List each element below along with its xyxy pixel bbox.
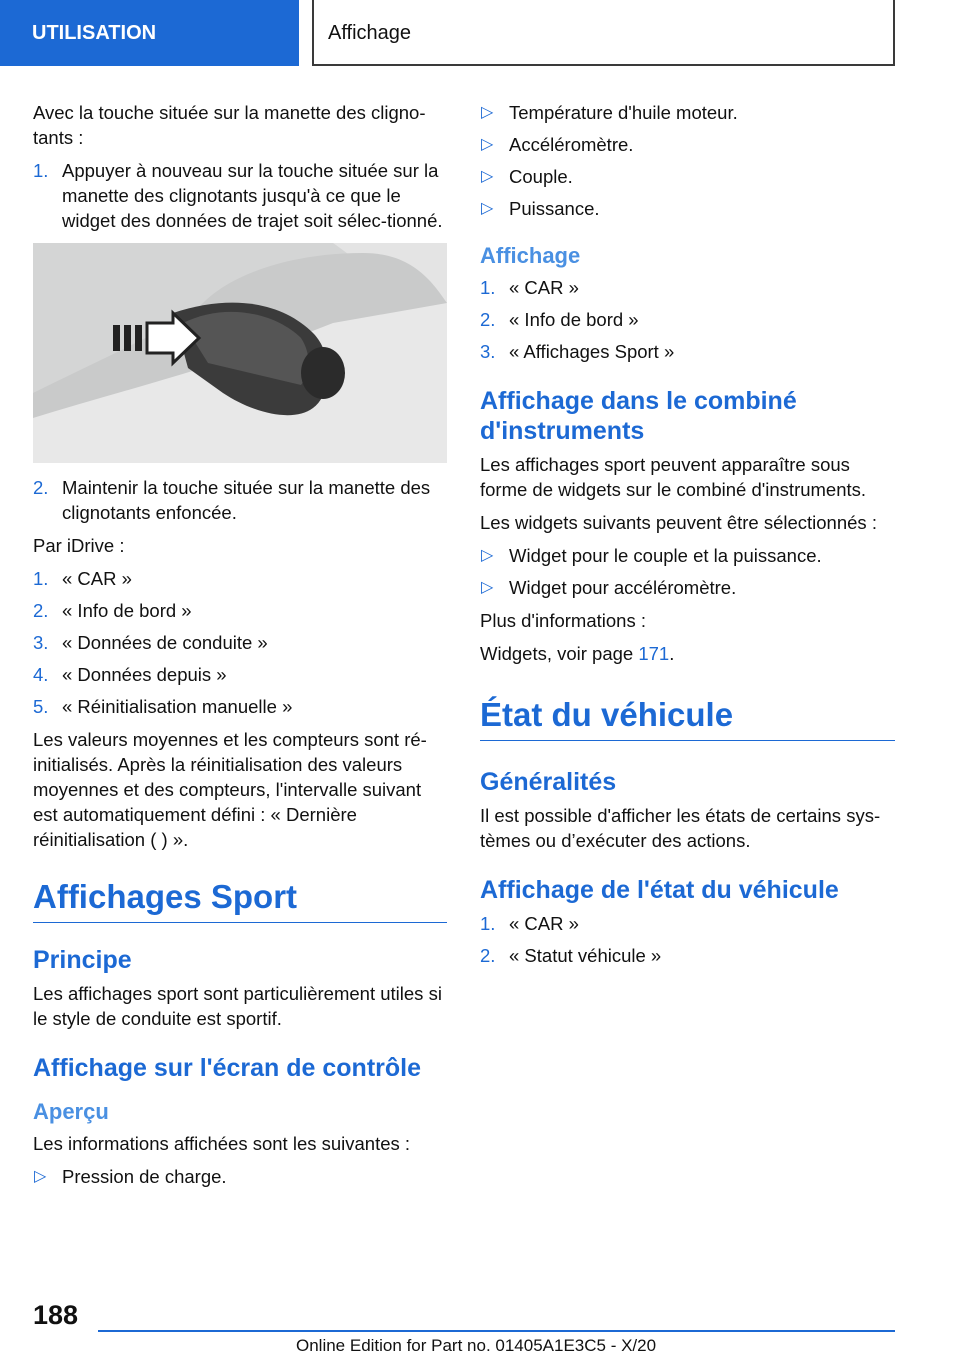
list-number: 1.	[33, 568, 49, 589]
turn-signal-stalk-illustration	[33, 243, 447, 463]
list-item-text: Pression de charge.	[62, 1166, 227, 1187]
principe-paragraph: Les affichages sport sont particulièrement utiles si le style de conduite est sportif.	[33, 983, 442, 1029]
widgets-ref-suffix: .	[669, 643, 675, 664]
footer-edition: Online Edition for Part no. 01405A1E3C5 - X/20	[296, 1336, 657, 1355]
page-number: 188	[33, 1300, 79, 1330]
list-item	[480, 164, 895, 189]
steps-a-list	[33, 158, 447, 233]
list-item	[33, 662, 447, 687]
right-column	[480, 100, 895, 976]
list-item	[480, 275, 895, 300]
list-item-text: « Info de bord »	[509, 309, 639, 330]
list-item-text: « Réinitialisation manuelle »	[62, 696, 293, 717]
combine-paragraph: Les affichages sport peuvent apparaître sous forme de widgets sur le combiné d'instruments.	[480, 454, 867, 500]
apercu-items-right	[480, 100, 895, 221]
list-item	[33, 566, 447, 591]
left-column	[33, 100, 447, 1197]
triangle-bullet-icon: ▷	[481, 200, 494, 217]
triangle-bullet-icon: ▷	[481, 104, 494, 121]
list-item	[480, 575, 895, 600]
list-number: 4.	[33, 664, 49, 685]
widgets-ref-prefix: Widgets, voir page	[480, 643, 639, 664]
list-number: 3.	[33, 632, 49, 653]
list-item	[33, 630, 447, 655]
generalites-heading: Généralités	[480, 768, 617, 796]
widgets-paragraph: Les widgets suivants peuvent être sélectionnés :	[480, 512, 877, 533]
list-number: 1.	[480, 913, 496, 934]
list-item	[480, 100, 895, 125]
widgets-items-list	[480, 543, 895, 600]
list-item-text: Appuyer à nouveau sur la touche située sur la manette des clignotants jusqu'à ce que le widget des données de trajet soit sélec-tionné.	[62, 160, 443, 231]
list-item-text: « CAR »	[509, 277, 579, 298]
list-number: 2.	[33, 477, 49, 498]
header-section-label: UTILISATION	[0, 0, 299, 66]
footer-divider	[98, 1330, 895, 1332]
intro-paragraph: Avec la touche située sur la manette des cligno-tants :	[33, 102, 426, 148]
generalites-paragraph: Il est possible d'afficher les états de certains sys-tèmes ou d’exécuter des actions.	[480, 805, 881, 851]
list-item-text: Widget pour le couple et la puissance.	[509, 545, 822, 566]
triangle-bullet-icon: ▷	[481, 168, 494, 185]
sport-displays-heading: Affichages Sport	[33, 878, 447, 923]
idrive-label: Par iDrive :	[33, 535, 125, 556]
list-number: 2.	[480, 945, 496, 966]
principe-heading: Principe	[33, 946, 132, 974]
triangle-bullet-icon: ▷	[481, 547, 494, 564]
list-item-text: Puissance.	[509, 198, 600, 219]
list-number: 1.	[33, 160, 49, 181]
apercu-paragraph: Les informations affichées sont les suivantes :	[33, 1133, 411, 1154]
list-item-text: Widget pour accéléromètre.	[509, 577, 737, 598]
list-item	[480, 132, 895, 157]
list-item-text: Température d'huile moteur.	[509, 102, 738, 123]
vehicle-status-steps-list	[480, 911, 895, 968]
control-screen-heading: Affichage sur l'écran de contrôle	[33, 1054, 421, 1082]
affichage-heading: Affichage	[480, 243, 581, 268]
apercu-heading: Aperçu	[33, 1099, 109, 1124]
list-item	[33, 475, 447, 525]
list-item	[33, 1164, 447, 1189]
idrive-steps-list	[33, 566, 447, 719]
list-item-text: « CAR »	[509, 913, 579, 934]
list-item-text: Accéléromètre.	[509, 134, 634, 155]
triangle-bullet-icon: ▷	[481, 579, 494, 596]
list-item-text: Couple.	[509, 166, 573, 187]
list-number: 2.	[480, 309, 496, 330]
list-item-text: Maintenir la touche située sur la manette des clignotants enfoncée.	[62, 477, 431, 523]
list-number: 3.	[480, 341, 496, 362]
list-item	[33, 598, 447, 623]
stalk-drawing	[33, 243, 447, 463]
apercu-items-left	[33, 1164, 447, 1189]
more-info-label: Plus d'informations :	[480, 610, 646, 631]
list-item	[480, 543, 895, 568]
list-item-text: « Affichages Sport »	[509, 341, 675, 362]
header-title: Affichage	[312, 0, 895, 66]
list-item-text: « CAR »	[62, 568, 132, 589]
list-item-text: « Données depuis »	[62, 664, 227, 685]
widgets-reference	[480, 641, 895, 666]
vehicle-status-display-heading: Affichage de l'état du véhicule	[480, 876, 839, 904]
list-item	[33, 694, 447, 719]
list-number: 5.	[33, 696, 49, 717]
list-item-text: « Données de conduite »	[62, 632, 268, 653]
steps-b-list	[33, 475, 447, 525]
list-number: 2.	[33, 600, 49, 621]
list-item	[480, 943, 895, 968]
widgets-page-link[interactable]: 171	[638, 643, 670, 664]
affichage-steps-list	[480, 275, 895, 364]
list-item	[480, 911, 895, 936]
instrument-cluster-heading: Affichage dans le combiné d'instruments	[480, 387, 797, 445]
list-item	[480, 339, 895, 364]
vehicle-status-heading: État du véhicule	[480, 696, 895, 741]
triangle-bullet-icon: ▷	[34, 1168, 47, 1185]
list-item-text: « Info de bord »	[62, 600, 192, 621]
list-number: 1.	[480, 277, 496, 298]
list-item	[480, 196, 895, 221]
list-item-text: « Statut véhicule »	[509, 945, 662, 966]
list-item	[33, 158, 447, 233]
list-item	[480, 307, 895, 332]
reset-paragraph: Les valeurs moyennes et les compteurs sont ré-initialisés. Après la réinitialisation des valeurs moyennes et des compteurs, l'intervalle suivant est automatiquement défini : « Dernière réinitialisation ( ) ».	[33, 729, 427, 850]
triangle-bullet-icon: ▷	[481, 136, 494, 153]
